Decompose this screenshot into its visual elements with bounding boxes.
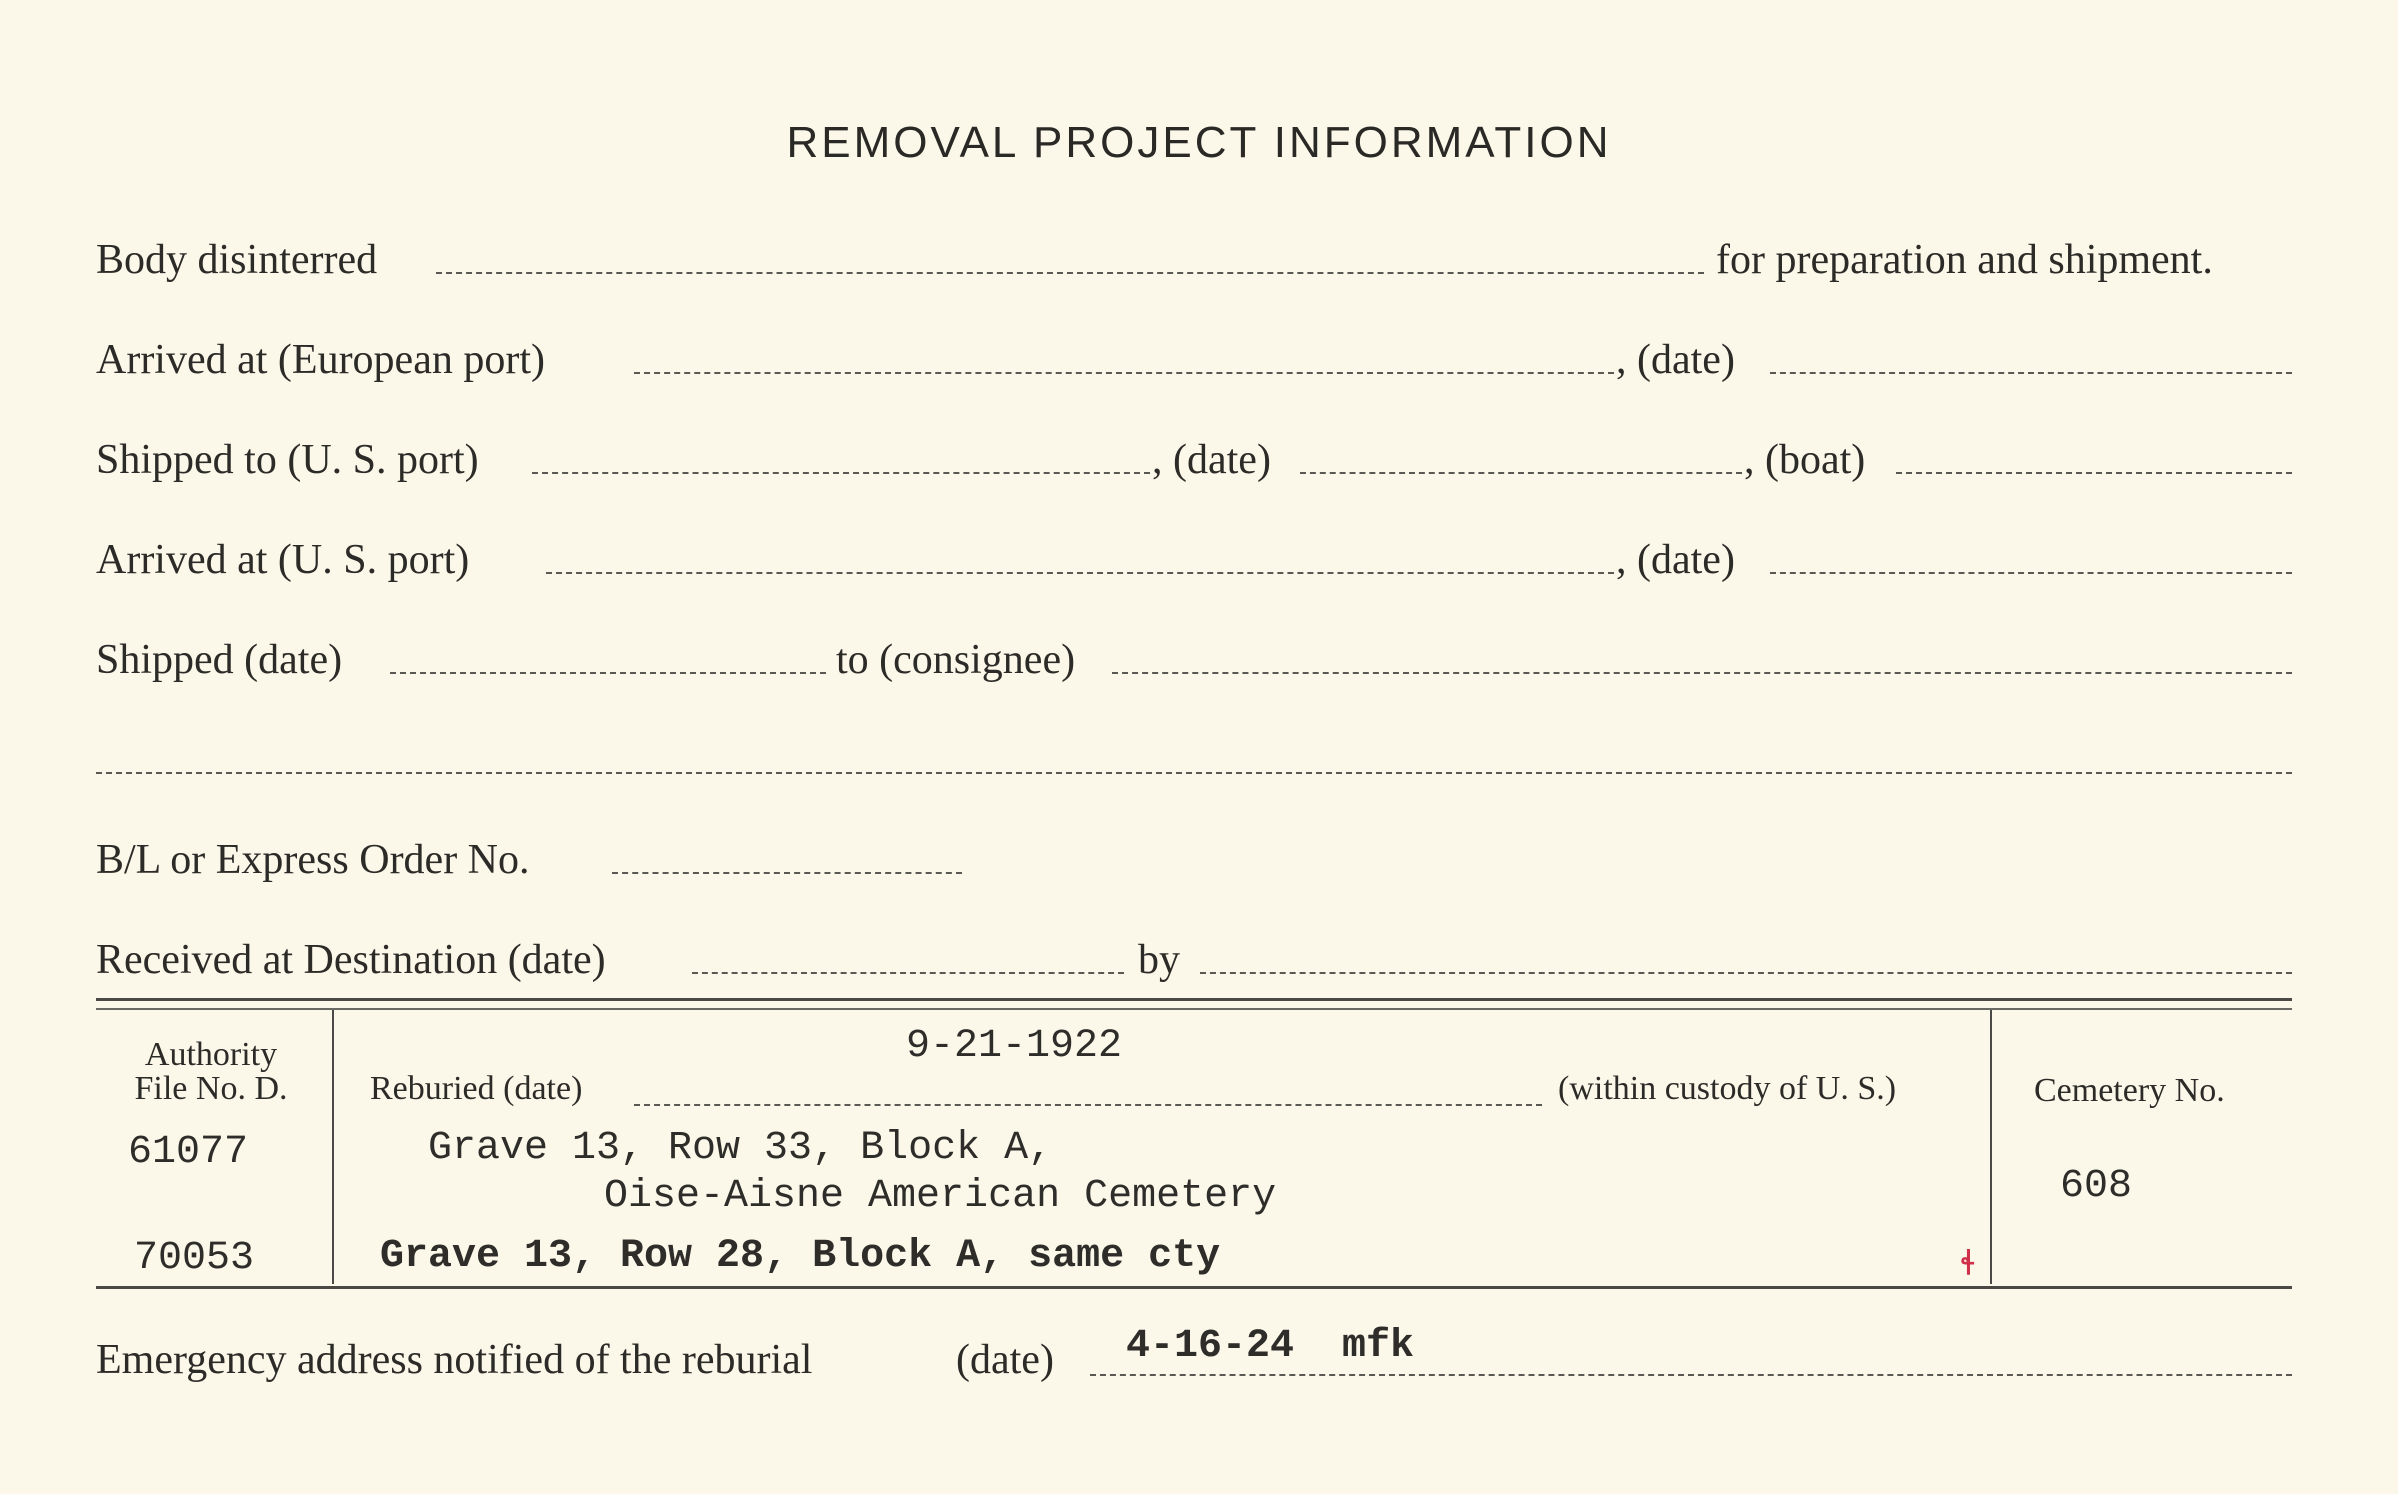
emergency-date-label: (date) [956, 1337, 1054, 1383]
received-date-field[interactable] [692, 972, 1124, 974]
reburied-date-field[interactable] [634, 1104, 1542, 1106]
cemetery-no-value: 608 [2060, 1164, 2133, 1209]
grave-line-3: Grave 13, Row 28, Block A, same cty [380, 1234, 1221, 1279]
consignee-label: to (consignee) [836, 637, 1076, 683]
file-number-1: 61077 [128, 1130, 249, 1175]
received-by-field[interactable] [1200, 972, 2292, 974]
file-no-label: File No. D. [134, 1070, 288, 1107]
body-disinterred-field[interactable] [436, 272, 1704, 274]
bl-order-field[interactable] [612, 872, 962, 874]
emergency-date-value: 4-16-24 mfk [1126, 1324, 1415, 1369]
shipped-date-field-2[interactable] [390, 672, 826, 674]
table-top-rule-2 [96, 1008, 2292, 1010]
shipped-date-field[interactable] [1300, 472, 1742, 474]
table-divider-left [332, 1010, 334, 1284]
consignee-continuation-field[interactable] [96, 772, 2292, 774]
table-top-rule [96, 998, 2292, 1001]
body-disinterred-label: Body disinterred [96, 237, 378, 283]
table-bottom-rule [96, 1286, 2292, 1289]
bl-order-label: B/L or Express Order No. [96, 837, 530, 883]
grave-line-2: Oise-Aisne American Cemetery [604, 1174, 1277, 1219]
shipped-date-label: , (date) [1152, 437, 1271, 483]
check-mark-icon: ɬ [1960, 1244, 1977, 1284]
european-date-label: , (date) [1616, 337, 1735, 383]
reburied-label: Reburied (date) [370, 1070, 583, 1107]
shipped-us-port-label: Shipped to (U. S. port) [96, 437, 479, 483]
arrived-us-port-field[interactable] [546, 572, 1614, 574]
consignee-field[interactable] [1112, 672, 2292, 674]
arrived-us-date-field[interactable] [1770, 572, 2292, 574]
table-divider-right [1990, 1010, 1992, 1284]
reburied-date-value: 9-21-1922 [906, 1024, 1123, 1069]
preparation-shipment-label: for preparation and shipment. [1716, 237, 2213, 283]
custody-label: (within custody of U. S.) [1558, 1070, 1897, 1107]
arrived-european-port-label: Arrived at (European port) [96, 337, 545, 383]
file-number-2: 70053 [134, 1236, 255, 1281]
european-date-field[interactable] [1770, 372, 2292, 374]
arrived-us-date-label: , (date) [1616, 537, 1735, 583]
emergency-date-field[interactable] [1090, 1374, 2292, 1376]
authority-label: Authority [144, 1036, 278, 1073]
received-destination-label: Received at Destination (date) [96, 937, 606, 983]
form-title: REMOVAL PROJECT INFORMATION [786, 118, 1612, 167]
boat-label: , (boat) [1744, 437, 1866, 483]
shipped-label: Shipped (date) [96, 637, 343, 683]
cemetery-no-label: Cemetery No. [2034, 1072, 2225, 1109]
emergency-address-label: Emergency address notified of the reburial [96, 1337, 813, 1383]
european-port-field[interactable] [634, 372, 1614, 374]
boat-field[interactable] [1896, 472, 2292, 474]
arrived-us-port-label: Arrived at (U. S. port) [96, 537, 470, 583]
received-by-label: by [1138, 937, 1180, 983]
grave-line-1: Grave 13, Row 33, Block A, [428, 1126, 1053, 1171]
us-port-field[interactable] [532, 472, 1150, 474]
